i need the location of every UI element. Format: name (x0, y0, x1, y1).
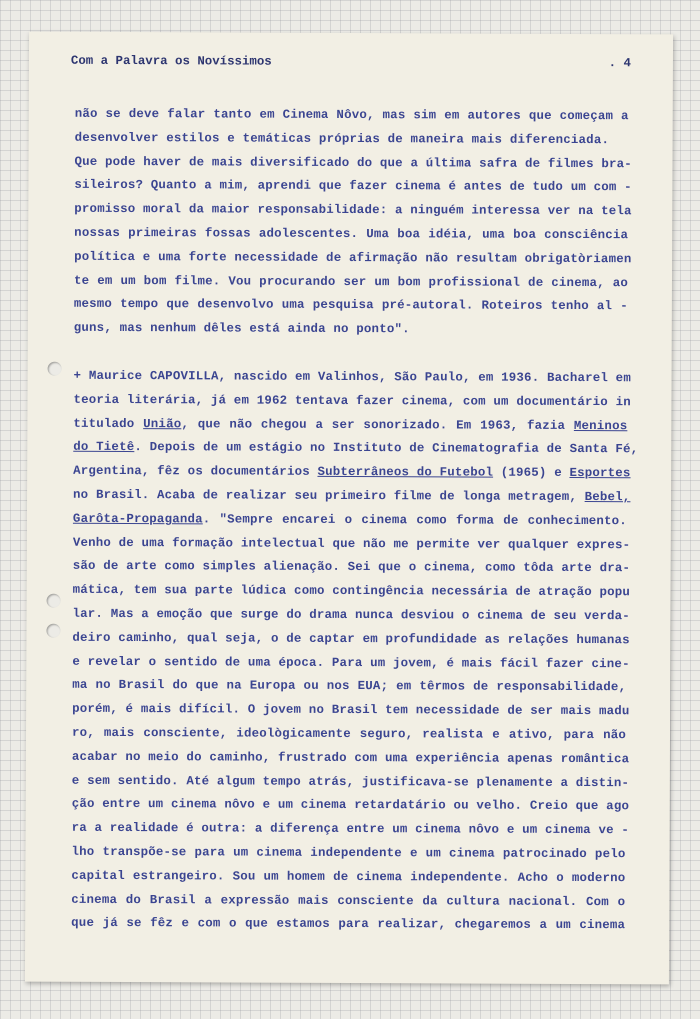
text-line: lho transpõe-se para um cinema independente e um cinema patrocinado pelo (71, 844, 626, 862)
text-line: deiro caminho, qual seja, o de captar em profundidade as relações humanas (72, 630, 630, 647)
punch-hole-top (48, 362, 62, 376)
text-line: porém, é mais difícil. O jovem no Brasil tem necessidade de ser mais madu (72, 701, 630, 719)
text-line: teoria literária, já em 1962 tentava fazer cinema, com um documentário in (73, 392, 631, 410)
text-line: desenvolver estilos e temáticas próprias de maneira mais diferenciada. (74, 130, 610, 147)
text-line: e sem sentido. Até algum tempo atrás, justificava-se plenamente a distin- (71, 773, 630, 790)
paragraph-2 (71, 365, 639, 939)
punch-hole-middle (47, 594, 61, 608)
text-line: do Tietê. Depois de um estágio no Instituto de Cinematografia de Santa Fé, (73, 440, 639, 457)
text-line: capital estrangeiro. Sou um homem de cinema independente. Acho o moderno (71, 868, 626, 885)
text-line: Garôta-Propaganda. "Sempre encarei o cinema como forma de conhecimento. (72, 511, 627, 528)
text-line: no Brasil. Acaba de realizar seu primeiro filme de longa metragem, Bebel, (73, 487, 631, 505)
text-line: não se deve falar tanto em Cinema Nôvo, mas sim em autores que começam a (74, 106, 629, 124)
text-line: ma no Brasil do que na Europa ou nos EUA; em têrmos de responsabilidade, (72, 678, 627, 695)
page-title: Com a Palavra os Novíssimos (70, 53, 272, 69)
text-line: sileiros? Quanto a mim, aprendi que fazer cinema é antes de tudo um com - (74, 178, 632, 195)
page-number: . 4 (608, 56, 631, 71)
text-line: acabar no meio do caminho, frustrado com uma experiência apenas romântica (71, 749, 630, 766)
text-line: ro, mais consciente, ideològicamente seguro, realista e ativo, para não (71, 725, 627, 743)
text-line: mática, tem sua parte lúdica como contingência necessária de atração popu (72, 582, 631, 600)
text-line: titulado União, que não chegou a ser sonorizado. Em 1963, fazia Meninos (73, 416, 628, 433)
text-line: mesmo tempo que desenvolvo uma pesquisa pré-autoral. Roteiros tenho al - (73, 297, 628, 314)
text-line: guns, mas nenhum dêles está ainda no ponto". (73, 320, 410, 337)
typewritten-page (25, 32, 673, 985)
text-line: + Maurice CAPOVILLA, nascido em Valinhos, São Paulo, em 1936. Bacharel em (73, 368, 632, 386)
text-line: Argentina, fêz os documentários Subterrâneos do Futebol (1965) e Esportes (73, 463, 631, 481)
text-line: te em um bom filme. Vou procurando ser um bom profissional de cinema, ao (73, 273, 629, 290)
text-line: que já se fêz e com o que estamos para realizar, chegaremos a um cinema (71, 916, 626, 933)
text-line: nossas primeiras fossas adolescentes. Uma boa idéia, uma boa consciência (74, 225, 629, 243)
text-line: promisso moral da maior responsabilidade: a ninguém interessa ver na tela (74, 201, 632, 219)
text-line: ção entre um cinema nôvo e um cinema retardatário ou velho. Creio que ago (71, 797, 630, 814)
text-line: são de arte como simples alienação. Sei que o cinema, como tôda arte dra- (72, 559, 631, 576)
text-line: política e uma forte necessidade de afirmação não resultam obrigatòriamen (74, 249, 632, 267)
text-line: e revelar o sentido de uma época. Para um jovem, é mais fácil fazer cine- (72, 654, 630, 671)
text-line: Venho de uma formação intelectual que não me permite ver qualquer expres- (72, 535, 631, 552)
paragraph-1 (73, 103, 632, 343)
text-line: lar. Mas a emoção que surge do drama nunca desviou o cinema de seu verda- (72, 606, 630, 624)
punch-hole-bottom (46, 624, 60, 638)
text-line: ra a realidade é outra: a diferença entre um cinema nôvo e um cinema ve - (71, 820, 630, 838)
page-header (71, 54, 631, 76)
text-line: cinema do Brasil a expressão mais consciente da cultura nacional. Com o (71, 892, 626, 909)
text-line: Que pode haver de mais diversificado do que a última safra de filmes bra- (74, 154, 632, 171)
